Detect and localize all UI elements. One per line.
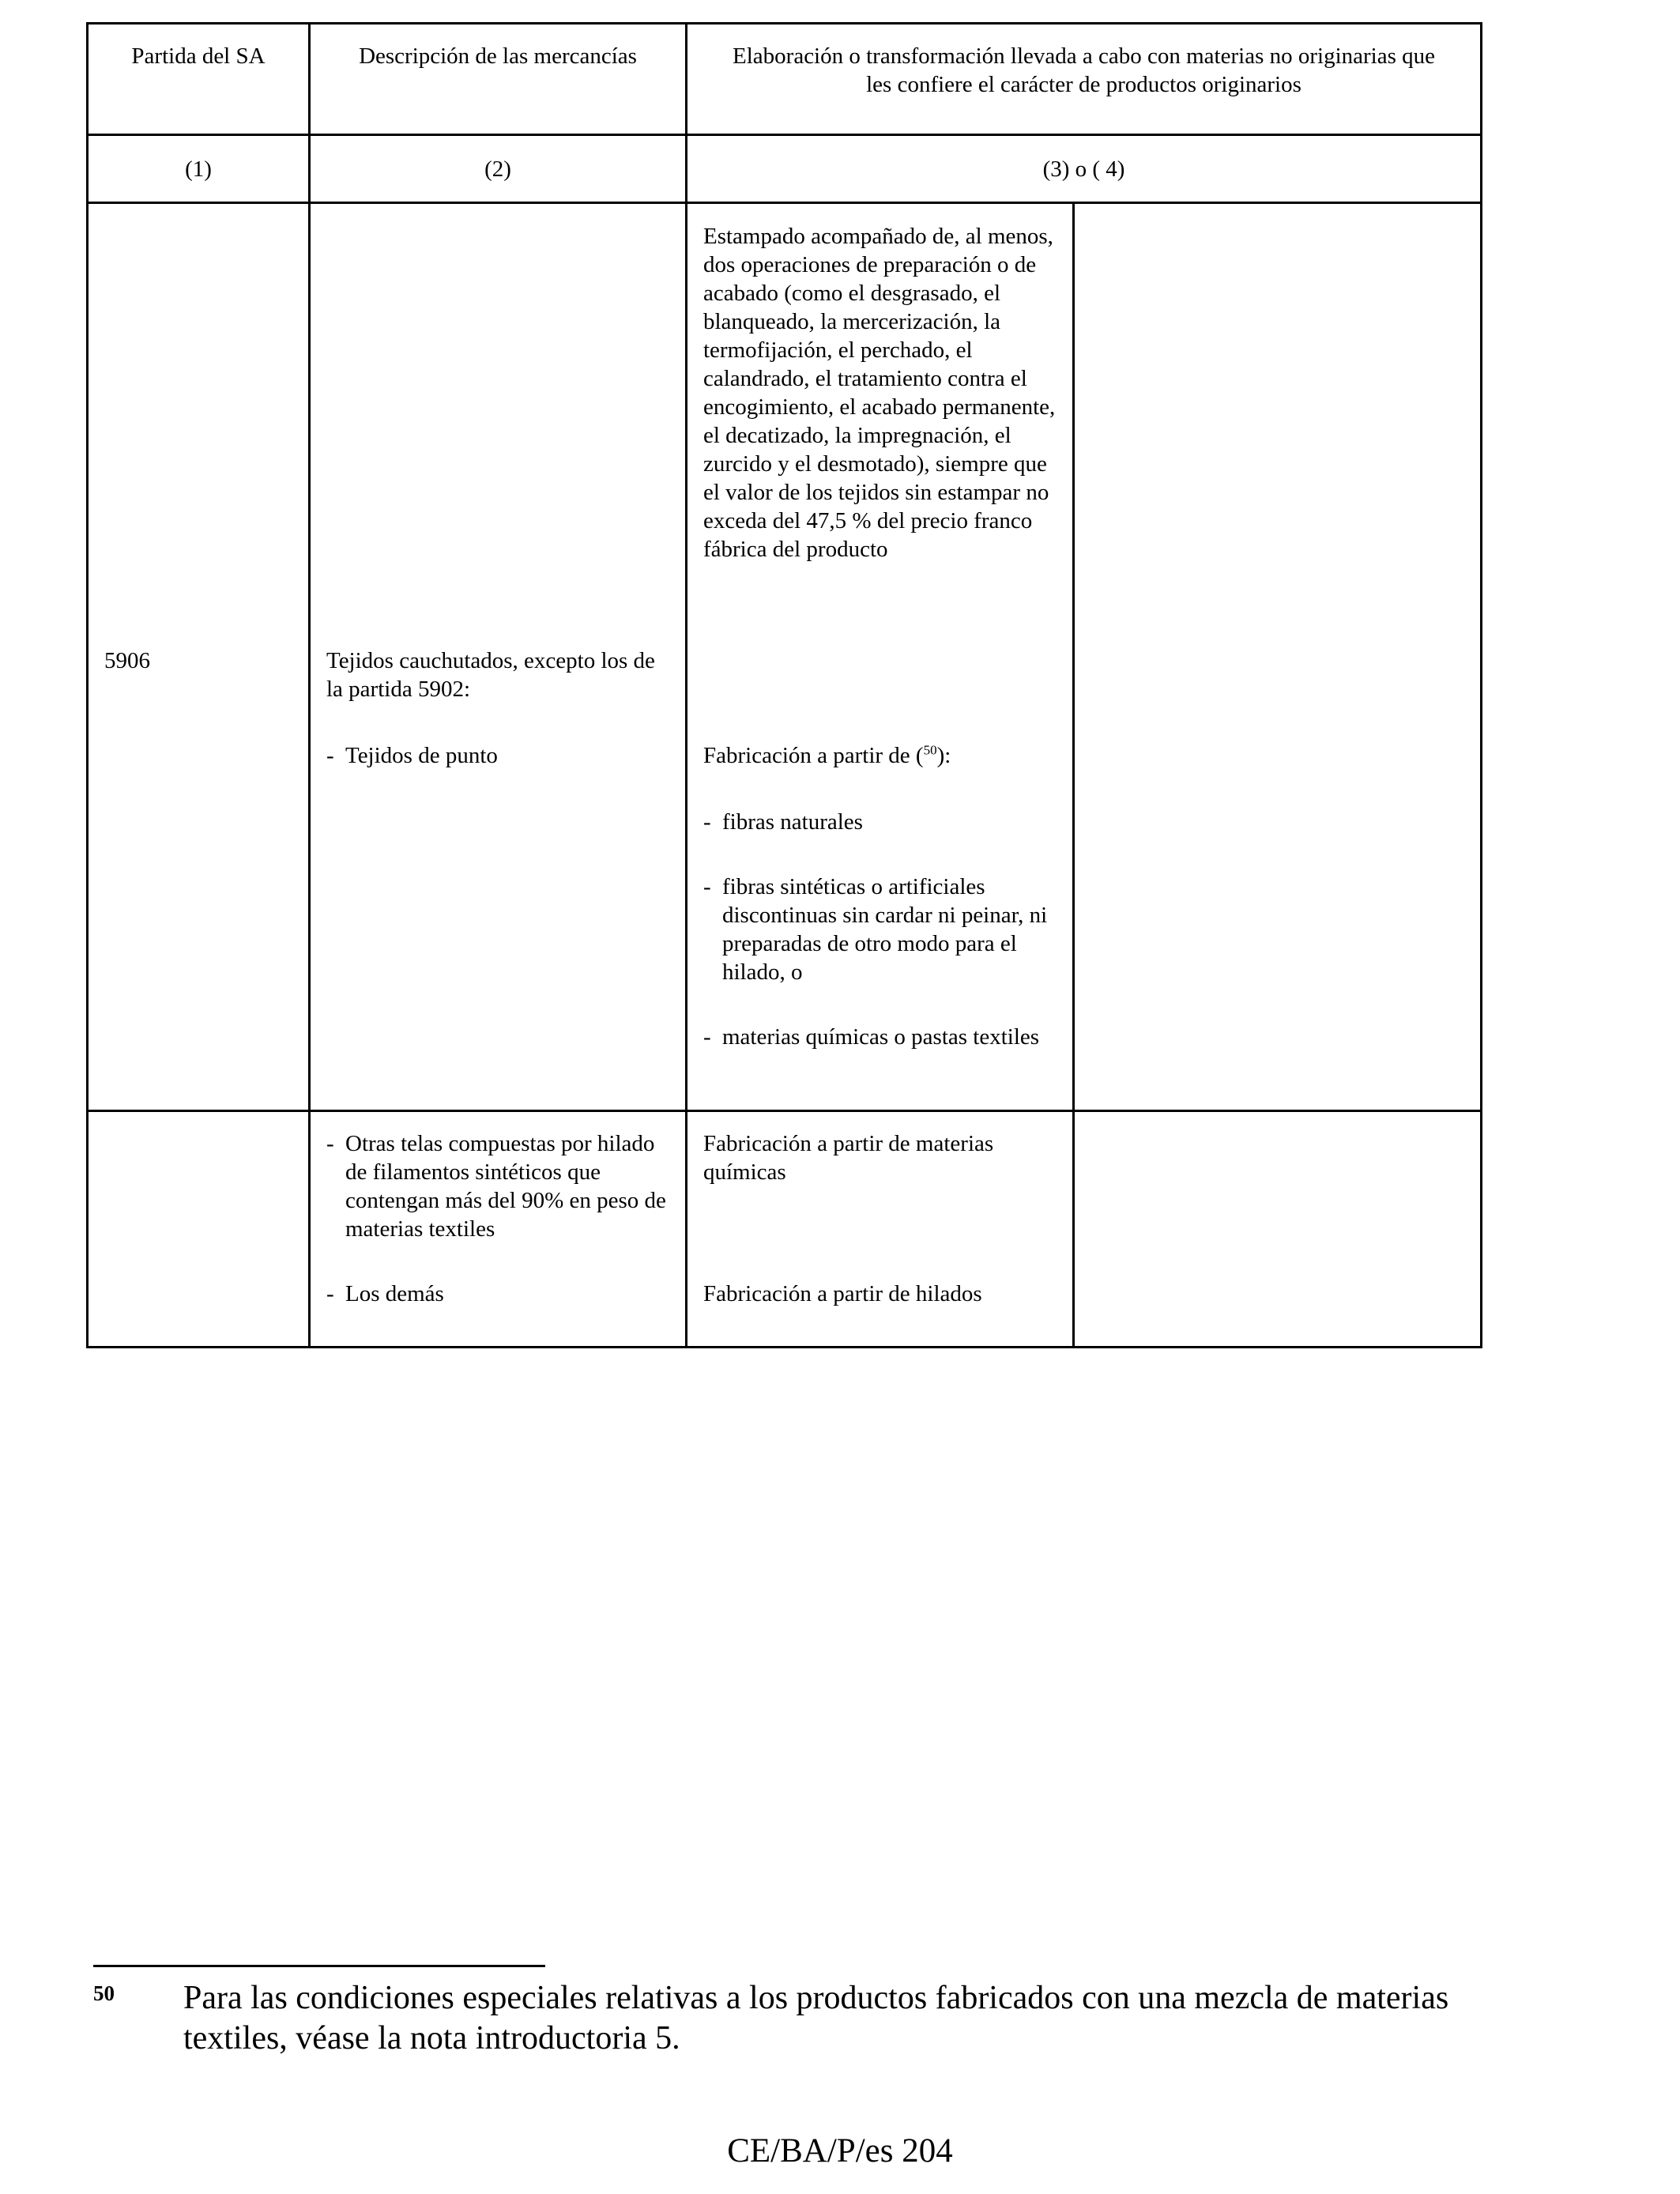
list-item: - Los demás: [326, 1281, 444, 1306]
table-cell-empty: [1074, 741, 1482, 1111]
rule-cell: Fabricación a partir de hilados: [687, 1280, 1074, 1348]
rule-cell: [687, 741, 1074, 1111]
goods-description-cell: [310, 1111, 687, 1280]
footnote-reference: 50: [923, 742, 937, 758]
table-cell-empty: [88, 203, 310, 647]
table-cell-empty: [1074, 1280, 1482, 1348]
list-item: - fibras sintéticas o artificiales discontinuas sin cardar ni peinar, ni preparadas de otro modo para el hilado, o: [703, 874, 1048, 985]
table-cell-empty: [1074, 203, 1482, 647]
goods-description-cell: [310, 1280, 687, 1348]
list-item: - materias químicas o pastas textiles: [703, 1024, 1040, 1050]
table-cell-empty: [1074, 647, 1482, 741]
header-goods-description: Descripción de las mercancías: [310, 24, 687, 135]
table-header-row: [88, 24, 1482, 135]
table-cell-empty: [687, 647, 1074, 741]
header-hs-heading: Partida del SA: [88, 24, 310, 135]
table-cell-empty: [88, 1280, 310, 1348]
column-number-1: (1): [88, 135, 310, 203]
column-number-2: (2): [310, 135, 687, 203]
list-item: - Tejidos de punto: [326, 743, 498, 768]
table-row-other-fabrics: [88, 1111, 1482, 1280]
table-column-number-row: [88, 135, 1482, 203]
table-cell-empty: [88, 1111, 310, 1280]
goods-description-cell: Tejidos cauchutados, excepto los de la partida 5902:: [310, 647, 687, 741]
rule-printing-cell: Estampado acompañado de, al menos, dos operaciones de preparación o de acabado (como el desgrasado, el blanqueado, la mercerización, la termofijación, el perchado, el calandrado, el tratamiento contra el encogimiento, el acabado permanente, el decatizado, la impregnación, el zurcido y el desmotado), siempre que el valor de los tejidos sin estampar no exceda del 47,5 % del precio franco fábrica del producto: [687, 203, 1074, 647]
column-number-3-4: (3) o ( 4): [687, 135, 1482, 203]
footnote-separator: [93, 1965, 545, 1967]
footnote-text: Para las condiciones especiales relativas a los productos fabricados con una mezcla de materias textiles, véase la nota introductoria 5.: [183, 1980, 1449, 2056]
goods-description-cell: [310, 741, 687, 1111]
list-item: - Otras telas compuestas por hilado de filamentos sintéticos que contengan más del 90% en peso de materias textiles: [326, 1131, 666, 1242]
page-reference: CE/BA/P/es 204: [727, 2132, 953, 2169]
header-working-processing: Elaboración o transformación llevada a cabo con materias no originarias que les confiere el carácter de productos originarios: [687, 24, 1482, 135]
table-row: [88, 203, 1482, 647]
table-row-5906: [88, 647, 1482, 741]
table-cell-empty: [88, 741, 310, 1111]
table-cell-empty: [1074, 1111, 1482, 1280]
table-cell-empty: [310, 203, 687, 647]
list-item: - fibras naturales: [703, 809, 863, 835]
footnote-number: 50: [93, 1981, 115, 2005]
rule-cell: Fabricación a partir de materias químicas: [687, 1111, 1074, 1280]
rule-intro: Fabricación a partir de ($^{50}$):: [703, 742, 951, 768]
hs-code-cell: 5906: [88, 647, 310, 741]
origin-rules-table: [86, 22, 1482, 1348]
table-row-knitted: [88, 741, 1482, 1111]
table-row-others: [88, 1280, 1482, 1348]
